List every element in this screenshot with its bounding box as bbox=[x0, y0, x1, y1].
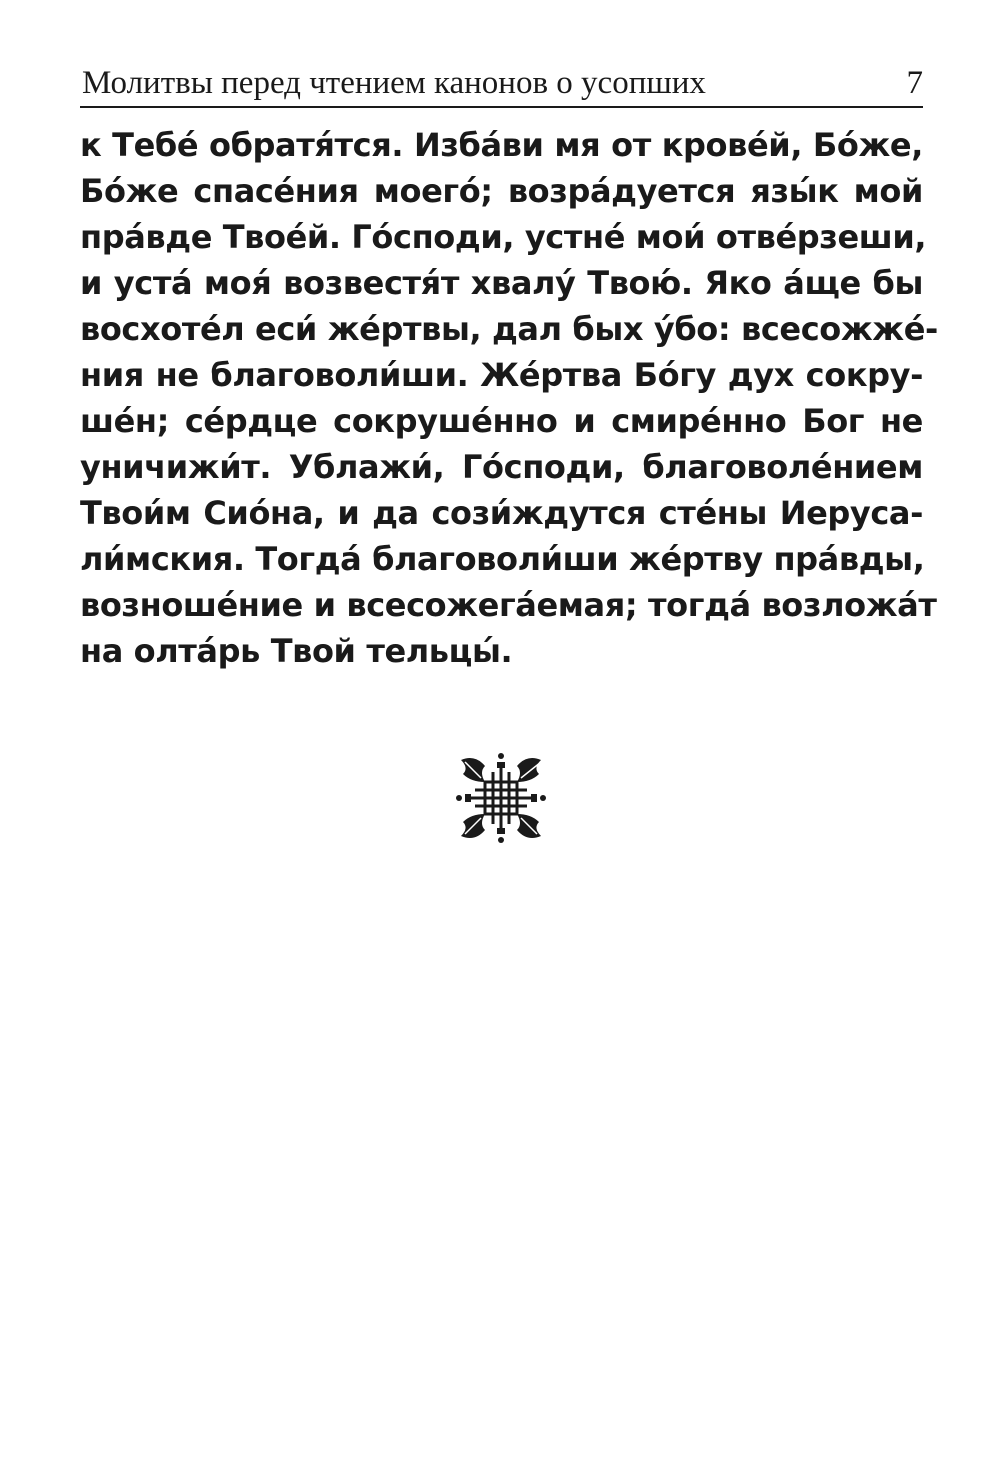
text-line: ли́мския. Тогда́ благоволи́ши же́ртву пра́вды, bbox=[80, 540, 925, 578]
page-number: 7 bbox=[906, 65, 923, 101]
prayer-text bbox=[80, 122, 938, 674]
running-title: Молитвы перед чтением канонов о усопших bbox=[82, 65, 706, 101]
text-line: пра́вде Твое́й. Го́споди, устне́ мои́ отве́рзеши, bbox=[80, 218, 927, 256]
text-line: уничижи́т. Ублажи́, Го́споди, благоволе́нием bbox=[80, 448, 923, 486]
ornamental-cross-vignette-icon bbox=[455, 752, 547, 844]
text-line: ния не благоволи́ши. Же́ртва Бо́гу дух сокру- bbox=[80, 356, 923, 394]
text-line: ше́н; се́рдце сокруше́нно и смире́нно Бог не bbox=[80, 402, 923, 440]
text-line: к Тебе́ обратя́тся. Изба́ви мя от крове́й, Бо́же, bbox=[80, 126, 923, 164]
text-line: Твои́м Сио́на, и да сози́ждутся сте́ны Иеруса- bbox=[80, 494, 923, 532]
text-line: возноше́ние и всесожега́емая; тогда́ возложа́т bbox=[80, 586, 937, 624]
text-line: и уста́ моя́ возвестя́т хвалу́ Твою́. Яко а́ще бы bbox=[80, 264, 923, 302]
running-header bbox=[80, 62, 923, 108]
text-line: восхоте́л еси́ же́ртвы, дал бых у́бо: всесожже́- bbox=[80, 310, 938, 348]
text-line: на олта́рь Твой тельцы́. bbox=[80, 632, 513, 670]
text-line: Бо́же спасе́ния моего́; возра́дуется язы́к мой bbox=[80, 172, 923, 210]
